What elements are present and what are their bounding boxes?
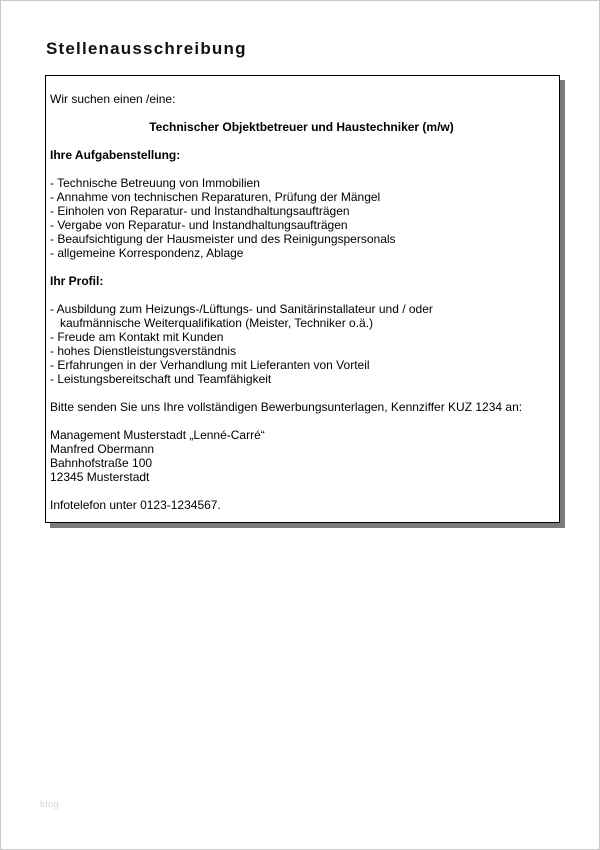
job-ad-box [45,75,560,523]
watermark-text: blog [40,799,60,809]
task-item: - Vergabe von Reparatur- und Instandhaltungsaufträgen [50,218,348,232]
profile-item: - Leistungsbereitschaft und Teamfähigkeit [50,372,272,386]
profile-item: - Erfahrungen in der Verhandlung mit Lieferanten von Vorteil [50,358,370,372]
position-title: Technischer Objektbetreuer und Haustechniker (m/w) [149,120,454,134]
profile-item: - hohes Dienstleistungsverständnis [50,344,237,358]
intro-text: Wir suchen einen /eine: [50,92,176,106]
profile-item: - Freude am Kontakt mit Kunden [50,330,224,344]
address-street: Bahnhofstraße 100 [50,456,153,470]
task-item: - Annahme von technischen Reparaturen, Prüfung der Mängel [50,190,381,204]
phone-info: Infotelefon unter 0123-1234567. [50,498,221,512]
document-title: Stellenausschreibung [46,39,247,58]
application-request: Bitte senden Sie uns Ihre vollständigen Bewerbungsunterlagen, Kennziffer KUZ 1234 an: [50,400,523,414]
address-city: 12345 Musterstadt [50,470,150,484]
profile-item: - Ausbildung zum Heizungs-/Lüftungs- und Sanitärinstallateur und / oder [50,302,433,316]
profile-item: kaufmännische Weiterqualifikation (Meister, Techniker o.ä.) [50,316,374,330]
task-item: - Beaufsichtigung der Hausmeister und des Reinigungspersonals [50,232,396,246]
task-item: - Einholen von Reparatur- und Instandhaltungsaufträgen [50,204,350,218]
job-ad-content [50,92,553,512]
address-company: Management Musterstadt „Lenné-Carré“ [50,428,265,442]
task-item: - Technische Betreuung von Immobilien [50,176,260,190]
tasks-heading: Ihre Aufgabenstellung: [50,148,181,162]
task-item: - allgemeine Korrespondenz, Ablage [50,246,244,260]
address-name: Manfred Obermann [50,442,155,456]
profile-heading: Ihr Profil: [50,274,104,288]
